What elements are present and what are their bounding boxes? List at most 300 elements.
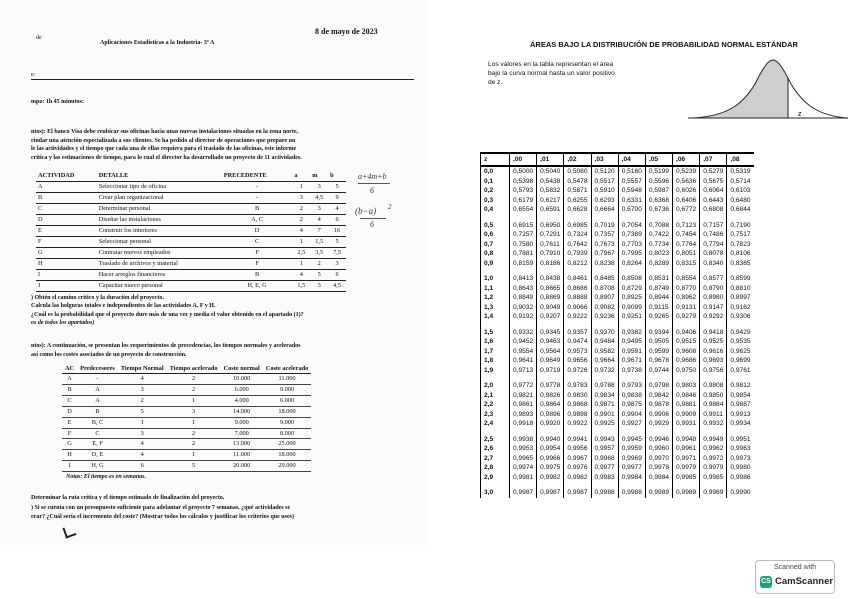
table-row [481, 205, 754, 215]
activity-cell: Capacitar nuevo personal [97, 281, 222, 292]
table-row [36, 204, 346, 215]
probability-cell: 0,9535 [727, 337, 754, 347]
probability-cell: 0,9984 [645, 473, 672, 483]
activity-cell: Contratar nuevos empleados [97, 248, 222, 259]
course-title: Aplicaciones Estadísticas a la Industria- 3º A [100, 40, 215, 46]
normal-curve-icon [688, 52, 848, 124]
table-row [481, 356, 754, 366]
probability-cell: 0,9978 [645, 463, 672, 473]
z-value-cell: 2,6 [481, 444, 510, 454]
cost-cell: 6 [118, 461, 167, 472]
probability-cell: 0,9951 [727, 435, 754, 445]
probability-cell: 0,9977 [618, 463, 645, 473]
probability-cell: 0,9954 [537, 444, 564, 454]
probability-cell: 0,9946 [645, 435, 672, 445]
cost-cell: H [62, 450, 77, 461]
cost-cell: 4.000 [221, 395, 263, 406]
probability-cell: 0,6480 [727, 196, 754, 206]
activity-header-cell: ACTIVIDAD [36, 171, 97, 182]
table-row [36, 193, 346, 204]
probability-cell: 0,9960 [645, 444, 672, 454]
activity-table [36, 171, 346, 292]
activity-cell: 3 [310, 281, 328, 292]
probability-cell: 0,5987 [645, 186, 672, 196]
probability-cell: 0,9927 [618, 419, 645, 429]
probability-cell: 0,9406 [673, 328, 700, 338]
cost-header-cell: Coste acelerado [263, 365, 312, 374]
activity-cell: 3 [328, 259, 346, 270]
table-row [481, 259, 754, 269]
activity-cell: F [36, 237, 97, 248]
probability-cell: 0,9884 [700, 400, 727, 410]
activity-table-header [36, 171, 346, 182]
probability-cell: 0,6103 [727, 186, 754, 196]
probability-cell: 0,7454 [673, 230, 700, 240]
cost-cell: 4 [118, 450, 167, 461]
table-row [481, 312, 754, 322]
z-header-cell: z [481, 153, 510, 166]
z-value-cell: 2,4 [481, 419, 510, 429]
probability-cell: 0,9808 [700, 381, 727, 391]
cost-cell: 6.000 [263, 395, 312, 406]
z-value-cell: 0,2 [481, 186, 510, 196]
probability-cell: 0,5675 [700, 177, 727, 187]
table-row [481, 473, 754, 483]
probability-cell: 0,7967 [591, 249, 618, 259]
table-row [481, 463, 754, 473]
z-value-cell: 1,0 [481, 274, 510, 284]
cost-cell: 29.000 [263, 461, 312, 472]
activity-cell: J [36, 281, 97, 292]
cost-cell: 3 [167, 406, 221, 417]
probability-cell: 0,5832 [537, 186, 564, 196]
probability-cell: 0,9878 [645, 400, 672, 410]
probability-cell: 0,5319 [727, 166, 754, 177]
table-row [62, 406, 311, 417]
probability-cell: 0,9222 [564, 312, 591, 322]
probability-cell: 0,9251 [618, 312, 645, 322]
cost-cell: D, E [77, 450, 118, 461]
probability-cell: 0,8643 [510, 284, 537, 294]
activity-cell: 4,5 [328, 281, 346, 292]
probability-cell: 0,6554 [510, 205, 537, 215]
probability-cell: 0,6664 [591, 205, 618, 215]
activity-cell: B [222, 270, 293, 281]
probability-cell: 0,8729 [618, 284, 645, 294]
table-row [481, 221, 754, 231]
z-value-cell: 2,5 [481, 435, 510, 445]
probability-cell: 0,9981 [510, 473, 537, 483]
probability-cell: 0,7324 [564, 230, 591, 240]
activity-cell: 1 [292, 237, 310, 248]
activity-cell: 3 [310, 182, 328, 193]
probability-cell: 0,9418 [700, 328, 727, 338]
probability-cell: 0,6293 [591, 196, 618, 206]
probability-cell: 0,9972 [700, 454, 727, 464]
probability-cell: 0,9922 [564, 419, 591, 429]
probability-cell: 0,5000 [510, 166, 537, 177]
probability-cell: 0,8315 [673, 259, 700, 269]
probability-cell: 0,9732 [591, 366, 618, 376]
cost-header-cell: Coste normal [221, 365, 263, 374]
probability-cell: 0,9099 [618, 303, 645, 313]
z-value-cell: 1,2 [481, 293, 510, 303]
probability-cell: 0,8869 [537, 293, 564, 303]
probability-cell: 0,9357 [564, 328, 591, 338]
handwritten-formula-2: (b−a) [355, 206, 377, 216]
probability-cell: 0,8888 [564, 293, 591, 303]
cost-header-cell: Tiempo acelerado [167, 365, 221, 374]
cost-cell: 25.000 [263, 439, 312, 450]
probability-cell: 0,6064 [700, 186, 727, 196]
cost-cell: 2 [167, 374, 221, 385]
cost-table-body [62, 374, 311, 472]
probability-cell: 0,9463 [537, 337, 564, 347]
activity-cell: 3 [310, 204, 328, 215]
probability-cell: 0,9382 [618, 328, 645, 338]
probability-cell: 0,9953 [510, 444, 537, 454]
probability-cell: 0,7611 [537, 240, 564, 250]
probability-cell: 0,9906 [645, 410, 672, 420]
q1-item: Calcula las holguras totales e independientes de las actividades A, F y H. [31, 303, 216, 310]
probability-cell: 0,9940 [537, 435, 564, 445]
probability-cell: 0,9959 [618, 444, 645, 454]
probability-cell: 0,5871 [564, 186, 591, 196]
cost-cell: 1 [167, 395, 221, 406]
probability-cell: 0,6406 [673, 196, 700, 206]
cost-table [62, 365, 311, 472]
probability-cell: 0,9982 [537, 473, 564, 483]
activity-cell: - [222, 182, 293, 193]
z-header-cell: ,08 [727, 153, 754, 166]
probability-cell: 0,6628 [564, 205, 591, 215]
probability-cell: 0,8438 [537, 274, 564, 284]
table-row [62, 417, 311, 428]
cost-cell: 1 [167, 417, 221, 428]
probability-cell: 0,9147 [700, 303, 727, 313]
z-value-cell: 0,0 [481, 166, 510, 177]
cost-cell: 2 [118, 395, 167, 406]
probability-cell: 0,8925 [618, 293, 645, 303]
q1-note: os de todos los apartados) [31, 319, 95, 326]
description-line: Los valores en la tabla representan el área [488, 61, 613, 68]
probability-cell: 0,9973 [727, 454, 754, 464]
probability-cell: 0,9279 [673, 312, 700, 322]
cost-cell: 2 [167, 384, 221, 395]
handwritten-numerator: a+4m+b [358, 172, 387, 181]
probability-cell: 0,6179 [510, 196, 537, 206]
probability-cell: 0,9988 [618, 488, 645, 498]
cost-cell: 2 [167, 439, 221, 450]
probability-cell: 0,9984 [618, 473, 645, 483]
cost-cell: 18.000 [263, 450, 312, 461]
cost-header-cell: Predecesores [77, 365, 118, 374]
probability-cell: 0,7642 [564, 240, 591, 250]
probability-cell: 0,9990 [727, 488, 754, 498]
cost-cell: 7.000 [221, 428, 263, 439]
probability-cell: 0,5438 [537, 177, 564, 187]
probability-cell: 0,9875 [618, 400, 645, 410]
probability-cell: 0,9985 [700, 473, 727, 483]
activity-cell: 4,5 [310, 193, 328, 204]
probability-cell: 0,9236 [591, 312, 618, 322]
probability-cell: 0,9864 [537, 400, 564, 410]
probability-cell: 0,5040 [537, 166, 564, 177]
handwritten-fraction-bar [358, 183, 390, 184]
probability-cell: 0,5080 [564, 166, 591, 177]
probability-cell: 0,9965 [510, 454, 537, 464]
probability-cell: 0,9982 [564, 473, 591, 483]
probability-cell: 0,5596 [645, 177, 672, 187]
probability-cell: 0,9957 [591, 444, 618, 454]
table-row [481, 347, 754, 357]
q2-line: ntos): A continuación, se presentan los requerimientos de precedencias, los tiempos normales y acelerados [31, 343, 301, 349]
probability-cell: 0,8485 [591, 274, 618, 284]
table-row [481, 177, 754, 187]
z-value-cell: 0,1 [481, 177, 510, 187]
probability-cell: 0,5910 [591, 186, 618, 196]
camscanner-watermark [755, 560, 835, 594]
probability-cell: 0,7389 [618, 230, 645, 240]
table-row [481, 303, 754, 313]
probability-cell: 0,9979 [673, 463, 700, 473]
z-value-cell: 2,2 [481, 400, 510, 410]
probability-cell: 0,6217 [537, 196, 564, 206]
probability-cell: 0,8159 [510, 259, 537, 269]
activity-cell: 3 [292, 193, 310, 204]
q1-line: crítica y las estimaciones de tiempo, para lo cual el director ha desarrollado un proyecto de 11 actividades. [31, 154, 302, 161]
probability-cell: 0,8023 [645, 249, 672, 259]
z-value-cell: 0,5 [481, 221, 510, 231]
probability-cell: 0,8461 [564, 274, 591, 284]
probability-cell: 0,9956 [564, 444, 591, 454]
probability-cell: 0,7486 [700, 230, 727, 240]
z-value-cell: 1,7 [481, 347, 510, 357]
handwritten-mark [62, 524, 76, 538]
cost-cell: 2 [167, 428, 221, 439]
probability-cell: 0,9719 [537, 366, 564, 376]
handwritten-formula-1 [358, 172, 387, 181]
z-value-cell: 2,9 [481, 473, 510, 483]
probability-cell: 0,8289 [645, 259, 672, 269]
probability-cell: 0,9969 [618, 454, 645, 464]
table-row [481, 435, 754, 445]
probability-cell: 0,7291 [537, 230, 564, 240]
probability-cell: 0,7422 [645, 230, 672, 240]
probability-cell: 0,5239 [673, 166, 700, 177]
activity-cell: Traslado de archivos y material [97, 259, 222, 270]
probability-cell: 0,9564 [537, 347, 564, 357]
probability-cell: 0,5160 [618, 166, 645, 177]
watermark-line1: Scanned with [774, 564, 817, 571]
probability-cell: 0,9671 [618, 356, 645, 366]
name-line [31, 79, 414, 80]
probability-cell: 0,9898 [564, 410, 591, 420]
cost-cell: D [62, 406, 77, 417]
table-row [481, 186, 754, 196]
activity-cell: H, E, G [222, 281, 293, 292]
table-row [36, 259, 346, 270]
probability-cell: 0,9699 [727, 356, 754, 366]
activity-cell: F [222, 248, 293, 259]
cost-header-cell: AC [62, 365, 77, 374]
activity-cell: 2,5 [292, 248, 310, 259]
probability-cell: 0,7190 [727, 221, 754, 231]
cost-table-header [62, 365, 311, 374]
probability-cell: 0,7823 [727, 240, 754, 250]
table-row [481, 166, 754, 177]
cost-cell: - [77, 374, 118, 385]
table-row [481, 249, 754, 259]
probability-cell: 0,8997 [727, 293, 754, 303]
table-row [481, 196, 754, 206]
question-2-text [31, 342, 301, 359]
probability-cell: 0,7794 [700, 240, 727, 250]
activity-cell: B [36, 193, 97, 204]
z-header-cell: ,03 [591, 153, 618, 166]
table-row [36, 182, 346, 193]
probability-cell: 0,8264 [618, 259, 645, 269]
z-value-cell: 1,6 [481, 337, 510, 347]
probability-cell: 0,9032 [510, 303, 537, 313]
q1-line: rindar una atención especializada a sus clientes. Se ha pedido al director de operaciones que prepare un [31, 137, 296, 144]
activity-cell: 6 [328, 215, 346, 226]
handwritten-denominator: 6 [370, 186, 374, 195]
activity-cell: 3,5 [310, 248, 328, 259]
probability-cell: 0,9495 [618, 337, 645, 347]
cost-cell: 14.000 [221, 406, 263, 417]
q2-line: así como los costes asociados de un proyecto de construcción. [31, 351, 187, 358]
probability-cell: 0,9162 [727, 303, 754, 313]
probability-cell: 0,7734 [645, 240, 672, 250]
activity-cell: 2 [292, 204, 310, 215]
probability-cell: 0,5398 [510, 177, 537, 187]
cost-cell: B [62, 384, 77, 395]
probability-cell: 0,8365 [727, 259, 754, 269]
name-label: e: [31, 72, 36, 78]
table-row [62, 450, 311, 461]
activity-header-cell: b [328, 171, 346, 182]
probability-cell: 0,9850 [700, 391, 727, 401]
probability-cell: 0,8106 [727, 249, 754, 259]
probability-cell: 0,9582 [591, 347, 618, 357]
probability-cell: 0,9686 [673, 356, 700, 366]
probability-cell: 0,5636 [673, 177, 700, 187]
probability-cell: 0,5557 [618, 177, 645, 187]
probability-cell: 0,8577 [700, 274, 727, 284]
probability-cell: 0,5714 [727, 177, 754, 187]
probability-cell: 0,9918 [510, 419, 537, 429]
probability-cell: 0,9911 [700, 410, 727, 420]
probability-cell: 0,8186 [537, 259, 564, 269]
probability-cell: 0,9131 [673, 303, 700, 313]
probability-cell: 0,9974 [510, 463, 537, 473]
probability-cell: 0,6331 [618, 196, 645, 206]
probability-cell: 0,5120 [591, 166, 618, 177]
probability-cell: 0,8508 [618, 274, 645, 284]
probability-cell: 0,8238 [591, 259, 618, 269]
probability-cell: 0,9812 [727, 381, 754, 391]
probability-cell: 0,9983 [591, 473, 618, 483]
probability-cell: 0,9842 [645, 391, 672, 401]
probability-cell: 0,9987 [537, 488, 564, 498]
probability-cell: 0,9887 [727, 400, 754, 410]
probability-cell: 0,8944 [645, 293, 672, 303]
description-line: de z. [488, 79, 503, 86]
activity-cell: G [36, 248, 97, 259]
probability-cell: 0,6736 [645, 205, 672, 215]
table-row [36, 226, 346, 237]
probability-cell: 0,9987 [564, 488, 591, 498]
probability-cell: 0,9803 [673, 381, 700, 391]
probability-cell: 0,9474 [564, 337, 591, 347]
probability-cell: 0,9625 [727, 347, 754, 357]
table-row [481, 410, 754, 420]
table-row [481, 328, 754, 338]
probability-cell: 0,6915 [510, 221, 537, 231]
z-value-cell: 0,6 [481, 230, 510, 240]
activity-cell: E [36, 226, 97, 237]
z-value-cell: 0,9 [481, 259, 510, 269]
probability-cell: 0,9608 [673, 347, 700, 357]
cost-cell: H, G [77, 461, 118, 472]
normal-table-page [448, 0, 848, 545]
probability-cell: 0,6591 [537, 205, 564, 215]
probability-cell: 0,8686 [564, 284, 591, 294]
question-1-text [31, 128, 302, 162]
cost-cell: 3 [118, 428, 167, 439]
probability-cell: 0,9963 [727, 444, 754, 454]
z-value-cell: 2,7 [481, 454, 510, 464]
table-row [481, 274, 754, 284]
probability-cell: 0,7995 [618, 249, 645, 259]
activity-cell: 1,5 [310, 237, 328, 248]
probability-cell: 0,9394 [645, 328, 672, 338]
probability-cell: 0,9066 [564, 303, 591, 313]
z-value-cell: 0,3 [481, 196, 510, 206]
probability-cell: 0,6950 [537, 221, 564, 231]
table-row [481, 366, 754, 376]
cost-cell: 8.000 [263, 428, 312, 439]
table-row [481, 419, 754, 429]
probability-cell: 0,9904 [618, 410, 645, 420]
page-corner-text: de [36, 35, 42, 41]
q2-item: erar? ¿Cuál sería el incremento del coste? (Mostrar todos los cálculos y justificar los criterios que uses) [31, 514, 294, 520]
probability-cell: 0,5279 [700, 166, 727, 177]
z-value-cell: 1,1 [481, 284, 510, 294]
probability-cell: 0,9772 [510, 381, 537, 391]
cost-cell: 11.000 [263, 374, 312, 385]
q1-item: ¿Cuál es la probabilidad que el proyecto dure más de una vez y media el valor obtenido en el apartado (1)? [31, 311, 304, 318]
handwritten-exponent: 2 [388, 203, 392, 211]
probability-cell: 0,5793 [510, 186, 537, 196]
table-row [481, 381, 754, 391]
cost-cell: 10.000 [221, 374, 263, 385]
probability-cell: 0,9967 [564, 454, 591, 464]
z-value-cell: 1,3 [481, 303, 510, 313]
z-header-cell: ,06 [673, 153, 700, 166]
probability-cell: 0,9525 [700, 337, 727, 347]
cost-cell: 9.000 [263, 417, 312, 428]
probability-cell: 0,9115 [645, 303, 672, 313]
description-line: bajo la curva normal hasta un valor positivo [488, 70, 615, 77]
probability-cell: 0,5199 [645, 166, 672, 177]
probability-cell: 0,9292 [700, 312, 727, 322]
q2-item: ) Si se cuenta con un presupuesto suficiente para adelantar el proyecto 7 semanas, ¿qué actividades se [31, 504, 291, 511]
probability-cell: 0,9616 [700, 347, 727, 357]
cost-cell: 1 [167, 450, 221, 461]
activity-cell: Seleccionar personal [97, 237, 222, 248]
